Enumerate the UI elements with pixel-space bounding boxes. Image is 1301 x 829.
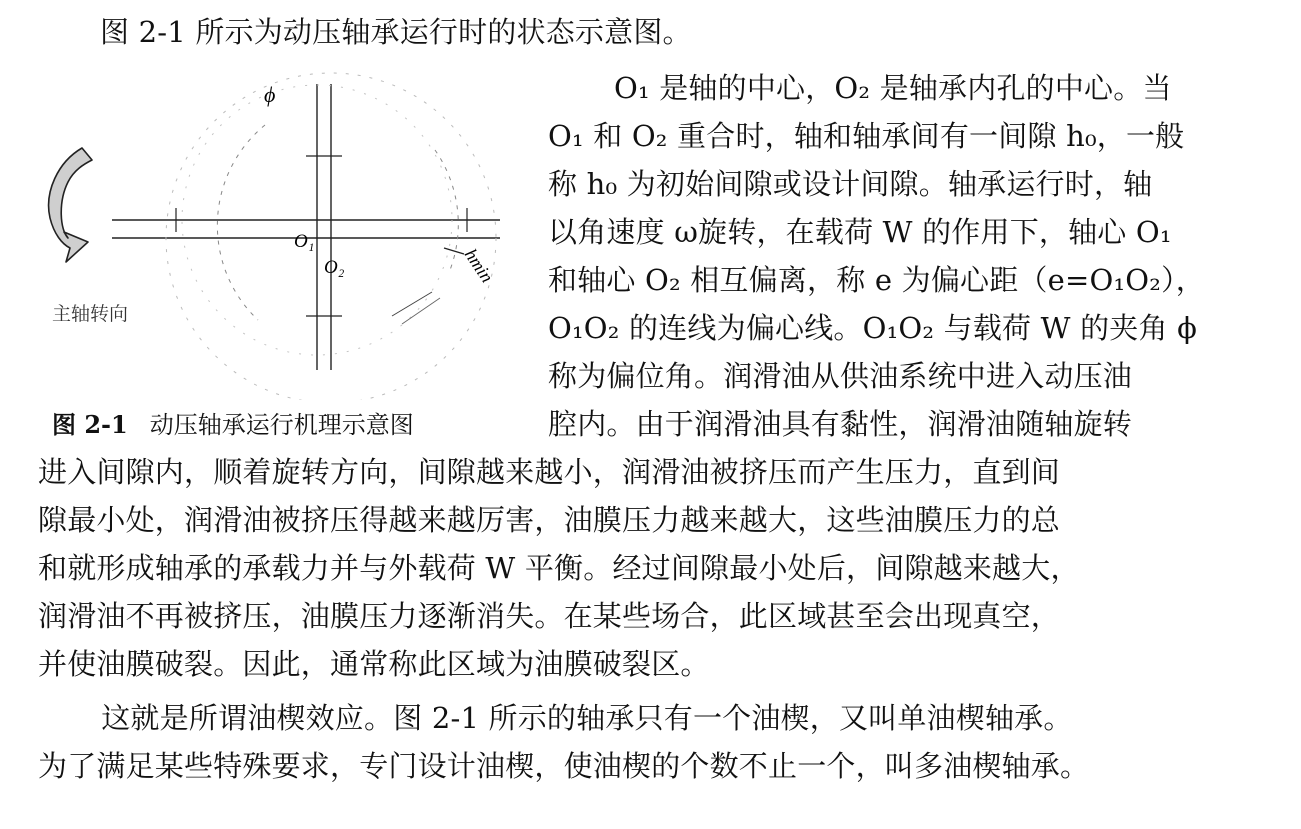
intro-paragraph: 图 2-1 所示为动压轴承运行时的状态示意图。 <box>100 15 692 49</box>
o2-label: O₂ <box>324 257 345 278</box>
page-edge <box>1295 0 1301 829</box>
bearing-diagram <box>40 70 510 400</box>
figure-caption <box>52 410 414 440</box>
text-line: 称 h₀ 为初始间隙或设计间隙。轴承运行时，轴 <box>548 167 1153 201</box>
rotation-arrow-icon <box>49 148 92 262</box>
text-line: 润滑油不再被挤压，油膜压力逐渐消失。在某些场合，此区域甚至会出现真空， <box>38 599 1061 633</box>
text-line: O₁ 和 O₂ 重合时，轴和轴承间有一间隙 h₀，一般 <box>548 119 1185 153</box>
text-line: 隙最小处，润滑油被挤压得越来越厉害，油膜压力越来越大，这些油膜压力的总 <box>38 503 1061 537</box>
text-line: O₁O₂ 的连线为偏心线。O₁O₂ 与载荷 W 的夹角 ϕ <box>548 311 1198 345</box>
text-line: 和就形成轴承的承载力并与外载荷 W 平衡。经过间隙最小处后，间隙越来越大， <box>38 551 1080 585</box>
text-line: 腔内。由于润滑油具有黏性，润滑油随轴旋转 <box>548 407 1133 441</box>
text-line: 称为偏位角。润滑油从供油系统中进入动压油 <box>548 359 1133 393</box>
figure-number: 图 2-1 <box>52 410 128 439</box>
text-line: 以角速度 ω旋转，在载荷 W 的作用下，轴心 O₁ <box>548 215 1172 249</box>
hmin-pointer <box>444 248 464 254</box>
phi-label: ϕ <box>264 82 276 107</box>
text-line: 并使油膜破裂。因此，通常称此区域为油膜破裂区。 <box>38 647 710 681</box>
bearing-diagram-svg <box>40 70 510 400</box>
text-line: 和轴心 O₂ 相互偏离，称 e 为偏心距（e=O₁O₂）， <box>548 263 1205 297</box>
text-line: 进入间隙内，顺着旋转方向，间隙越来越小，润滑油被挤压而产生压力，直到间 <box>38 455 1061 489</box>
text-line: 这就是所谓油楔效应。图 2-1 所示的轴承只有一个油楔，又叫单油楔轴承。 <box>72 701 1073 735</box>
text-line: 为了满足某些特殊要求，专门设计油楔，使油楔的个数不止一个，叫多油楔轴承。 <box>38 749 1090 783</box>
text-line: O₁ 是轴的中心，O₂ 是轴承内孔的中心。当 <box>614 71 1172 105</box>
figure-caption-text: 动压轴承运行机理示意图 <box>149 411 414 439</box>
hmin-label: hmin <box>460 245 498 287</box>
o1-label: O₁ <box>294 231 315 252</box>
rotation-label: 主轴转向 <box>52 304 129 325</box>
